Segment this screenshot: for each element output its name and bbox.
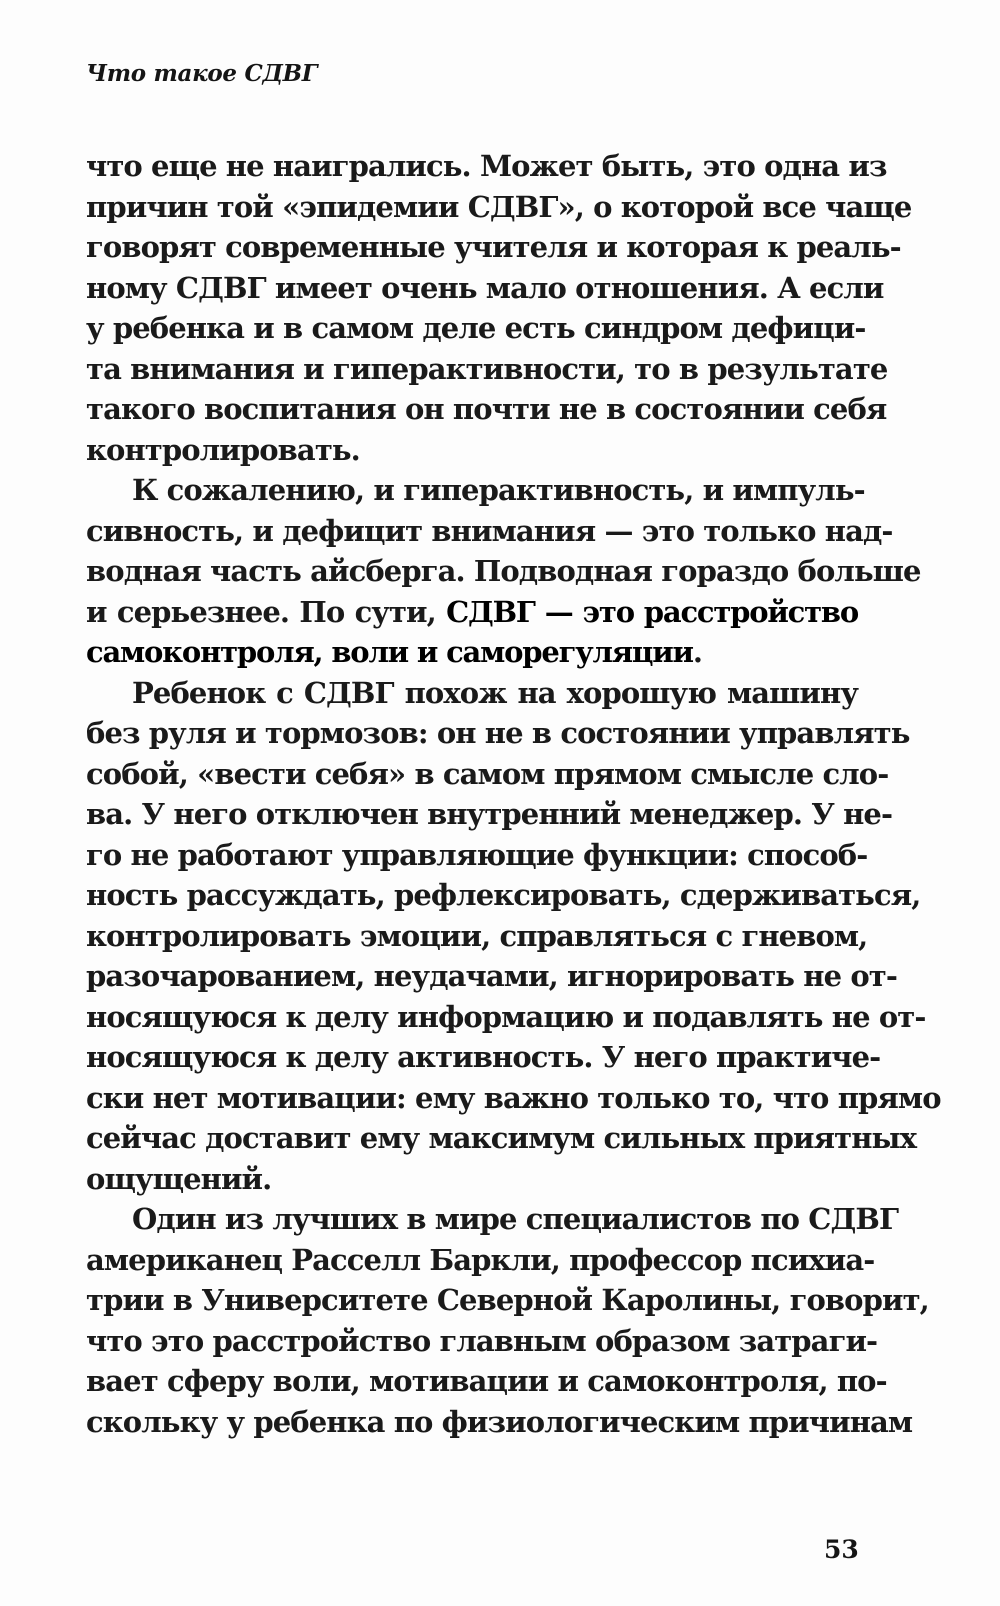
text-line: сейчас доставит ему максимум сильных приятных — [86, 1121, 917, 1155]
text-run: . — [692, 635, 703, 669]
text-line: ва. У него отключен внутренний менеджер. У не- — [86, 797, 893, 831]
text-run: и серьезнее. По сути, — [86, 594, 447, 629]
text-line: та внимания и гиперактивности, то в результате — [86, 351, 888, 386]
text-line: что это расстройство главным образом затраги- — [86, 1323, 878, 1358]
text-line: носящуюся к делу активность. У него практиче- — [86, 1040, 881, 1074]
text-line: такого воспитания он почти не в состоянии себя — [86, 392, 887, 426]
text-line: ски нет мотивации: ему важно только то, что прямо — [86, 1080, 941, 1115]
text-line: контролировать эмоции, справляться с гневом, — [86, 918, 868, 953]
text-line: го не работают управляющие функции: способ- — [86, 837, 868, 872]
text-line: Ребенок с СДВГ похож на хорошую машину — [132, 675, 858, 710]
text-line: водная часть айсберга. Подводная гораздо больше — [86, 554, 921, 588]
text-line: что еще не наигрались. Может быть, это одна из — [86, 149, 887, 183]
emphasis-text: СДВГ — это расстройство — [446, 594, 858, 629]
paragraph-2 — [86, 470, 921, 673]
text-line: контролировать. — [86, 432, 360, 467]
page-number: 53 — [824, 1535, 859, 1564]
text-line: трии в Университете Северной Каролины, говорит, — [86, 1283, 929, 1317]
paragraph-3 — [86, 673, 941, 1200]
text-line: без руля и тормозов: он не в состоянии управлять — [86, 716, 910, 750]
text-line — [86, 592, 858, 633]
text-line: ощущений. — [86, 1161, 272, 1196]
text-line: сивность, и дефицит внимания — это только над- — [86, 513, 893, 548]
text-line: американец Расселл Баркли, профессор психиа- — [86, 1242, 875, 1277]
text-line: собой, «вести себя» в самом прямом смысле сло- — [86, 756, 889, 791]
text-line: причин той «эпидемии СДВГ», о которой все чаще — [86, 189, 912, 224]
paragraph-1 — [86, 146, 912, 470]
emphasis-text: самоконтроля, воли и саморегуляции — [86, 635, 693, 669]
text-line: разочарованием, неудачами, игнорировать не от- — [86, 959, 897, 993]
text-line: ность рассуждать, рефлексировать, сдерживаться, — [86, 878, 921, 912]
text-line: ному СДВГ имеет очень мало отношения. А если — [86, 270, 884, 305]
text-line: К сожалению, и гиперактивность, и импуль- — [132, 473, 865, 507]
body-text — [86, 146, 941, 1442]
text-line: у ребенка и в самом деле есть синдром дефици- — [86, 311, 866, 345]
text-line: говорят современные учителя и которая к реаль- — [86, 230, 901, 264]
text-line: Один из лучших в мире специалистов по СДВГ — [132, 1202, 899, 1236]
paragraph-4 — [86, 1199, 929, 1442]
running-head: Что такое СДВГ — [86, 60, 318, 87]
text-line: вает сферу воли, мотивации и самоконтроля, по- — [86, 1364, 887, 1398]
text-line: скольку у ребенка по физиологическим причинам — [86, 1404, 913, 1439]
text-line: носящуюся к делу информацию и подавлять не от- — [86, 999, 926, 1034]
text-line — [86, 632, 858, 673]
